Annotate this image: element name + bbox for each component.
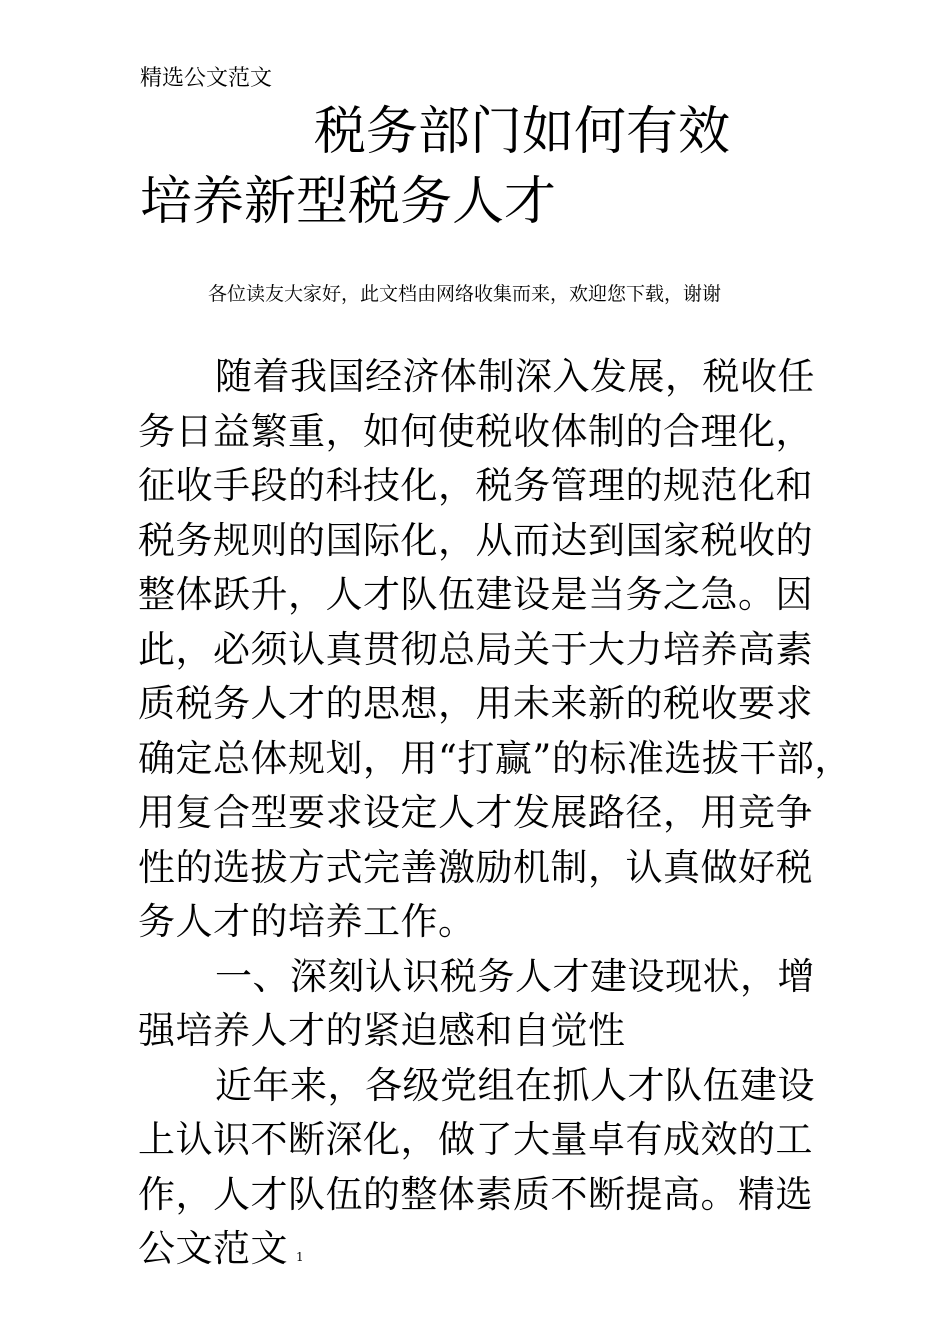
body-line-last xyxy=(138,1222,838,1277)
body-line: 随着我国经济体制深入发展，税收任 xyxy=(215,355,815,398)
page-header: 精选公文范文 xyxy=(140,66,273,91)
body-line: 性的选拔方式完善激励机制，认真做好税 xyxy=(138,845,813,889)
section-heading-line: 一、深刻认识税务人才建设现状，增 xyxy=(215,954,815,998)
body-text xyxy=(138,350,852,1277)
section-heading-line: 强培养人才的紧迫感和自觉性 xyxy=(138,1009,626,1052)
document-title-line-2: 培养新型税务人才 xyxy=(140,172,557,232)
footer-text: 公文范文 xyxy=(138,1227,288,1270)
body-line: 确定总体规划，用“打赢”的标准选拔干部， xyxy=(138,736,852,780)
document-title-line-1: 税务部门如何有效 xyxy=(314,102,731,162)
body-line: 用复合型要求设定人才发展路径，用竞争 xyxy=(138,791,813,834)
body-line: 作，人才队伍的整体素质不断提高。精选 xyxy=(138,1172,813,1216)
page-number: 1 xyxy=(296,1250,304,1264)
body-line: 上认识不断深化，做了大量卓有成效的工 xyxy=(138,1118,813,1161)
body-line: 此，必须认真贯彻总局关于大力培养高素 xyxy=(138,627,813,671)
body-line: 整体跃升，人才队伍建设是当务之急。因 xyxy=(138,573,813,616)
greeting-note: 各位读友大家好，此文档由网络收集而来，欢迎您下载，谢谢 xyxy=(208,283,722,305)
body-line: 近年来，各级党组在抓人才队伍建设 xyxy=(215,1063,815,1107)
body-line: 务日益繁重，如何使税收体制的合理化， xyxy=(138,409,813,453)
body-line: 税务规则的国际化，从而达到国家税收的 xyxy=(138,518,813,562)
body-line: 务人才的培养工作。 xyxy=(138,900,476,943)
body-line: 质税务人才的思想，用未来新的税收要求 xyxy=(138,682,813,725)
body-line: 征收手段的科技化，税务管理的规范化和 xyxy=(138,464,813,507)
